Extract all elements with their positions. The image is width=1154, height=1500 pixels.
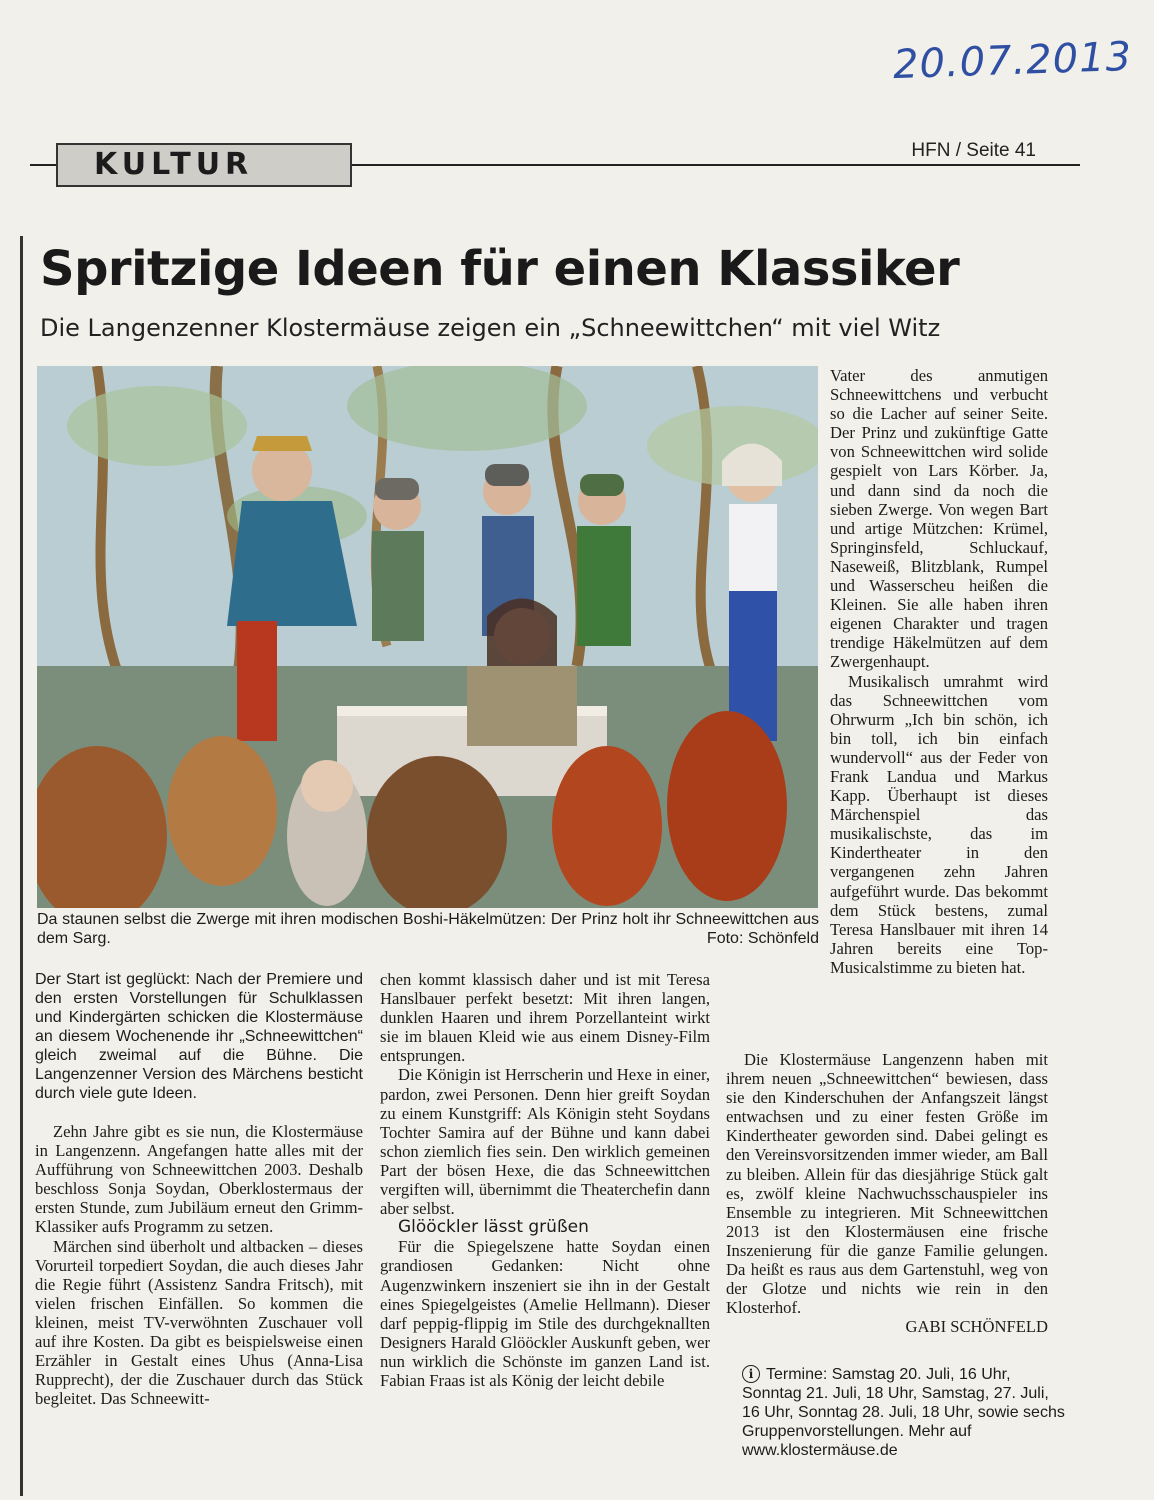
- left-border-rule: [20, 236, 23, 1496]
- photo-credit: Foto: Schönfeld: [706, 930, 819, 947]
- paragraph: Für die Spiegelszene hatte Soydan einen grandiosen Gedanken: Nicht ohne Augenzwinkern inszeniert sie ihn in der Gestalt eines Spiegelgeistes (Amelie Hellmann). Dieser darf peppig-flippig im Stile des durchgeknallten Designers Harald Glööckler Auskunft geben, wer nun wirklich die Schönste im ganzen Land ist. Fabian Fraas ist als König der leicht debile: [380, 1237, 710, 1390]
- article-headline: Spritzige Ideen für einen Klassiker: [40, 241, 960, 297]
- event-dates-text: Termine: Samstag 20. Juli, 16 Uhr, Sonntag 21. Juli, 18 Uhr, Samstag, 27. Juli, 16 Uhr, Sonntag 28. Juli, 18 Uhr, sowie sechs Gruppenvorstellungen. Mehr auf www.klostermäuse.de: [742, 1366, 1065, 1459]
- page-reference: HFN / Seite 41: [911, 140, 1036, 161]
- author-byline: GABI SCHÖNFELD: [905, 1317, 1048, 1337]
- article-photo: [37, 366, 818, 908]
- paragraph: Vater des anmutigen Schneewittchens und verbucht so die Lacher auf seiner Seite. Der Prinz und zukünftige Gatte von Schneewittchen wird solide gespielt von Lars Körber. Ja, und dann sind da noch die sieben Zwerge. Von wegen Bart und artige Mützchen: Krümel, Springinsfeld, Schluckauf, Naseweiß, Blitzblank, Rumpel und Wasserscheu heißen die Kleinen. Sie alle haben ihren eigenen Charakter und tragen trendige Häkelmützen auf dem Zwergenhaupt.: [830, 366, 1048, 672]
- article-column-2: [380, 970, 710, 1390]
- article-intro: Der Start ist geglückt: Nach der Premiere und den ersten Vorstellungen für Schulklassen und Kindergärten schicken die Klostermäuse an diesem Wochenende ihr „Schneewittchen“ gleich zweimal auf die Bühne. Die Langenzenner Version des Märchens besticht durch viele gute Ideen.: [35, 971, 363, 1102]
- section-label: KULTUR: [56, 143, 352, 187]
- article-column-1: [35, 970, 363, 1408]
- photo-caption-text: Da staunen selbst die Zwerge mit ihren modischen Boshi-Häkelmützen: Der Prinz holt ihr Schneewittchen aus dem Sarg.: [37, 911, 819, 947]
- article-subheadline: Die Langenzenner Klostermäuse zeigen ein „Schneewittchen“ mit viel Witz: [40, 314, 941, 342]
- photo-caption: [37, 910, 819, 948]
- event-info-box: [742, 1365, 1067, 1460]
- stage-photo-illustration: [37, 366, 818, 908]
- article-column-3-bottom: [726, 1050, 1048, 1336]
- paragraph: Märchen sind überholt und altbacken – dieses Vorurteil torpediert Soydan, die auch dieses Jahr die Regie führt (Assistenz Sandra Fritsch), mit vielen frischen Einfällen. So kommen die kleinen, meist TV-verwöhnten Zuschauer voll auf ihre Kosten. Da gibt es beispielsweise einen Erzähler in Gestalt eines Uhus (Anna-Lisa Rupprecht), der die Zuschauer durch das Stück begleitet. Das Schneewitt-: [35, 1236, 363, 1409]
- paragraph: Die Königin ist Herrscherin und Hexe in einer, pardon, zwei Personen. Denn hier greift Soydan zu einem Kunstgriff: Als Königin steht Soydans Tochter Samira auf der Bühne und kann dabei schon ziemlich fies sein. Den wirklich gemeinen Part der bösen Hexe, die das Schneewittchen vergiften will, übernimmt die Theaterchefin dann aber selbst.: [380, 1065, 710, 1219]
- info-icon: i: [742, 1365, 760, 1383]
- handwritten-date: 20.07.2013: [892, 33, 1133, 89]
- paragraph: Zehn Jahre gibt es sie nun, die Klostermäuse in Langenzenn. Angefangen hatte alles mit der Aufführung von Schneewittchen 2003. Deshalb beschloss Sonja Soydan, Oberklostermaus der ersten Stunde, zum Jubiläum erneut den Grimm-Klassiker aufs Programm zu setzen.: [35, 1122, 363, 1237]
- paragraph: Die Klostermäuse Langenzenn haben mit ihrem neuen „Schneewittchen“ bewiesen, dass sie den Kinderschuhen der Anfangszeit längst entwachsen und zu einer festen Größe im Kindertheater geworden sind. Dabei gelingt es den Vereinsvorsitzenden immer wieder, am Ball zu bleiben. Allein für das diesjährige Stück galt es, zwölf kleine Nachwuchsschauspieler ins Ensemble zu integrieren. Mit Schneewittchen 2013 ist den Klostermäusen eine frische Inszenierung für die ganze Familie gelungen. Da heißt es raus aus dem Gartenstuhl, weg von der Glotze und nichts wie rein in den Klosterhof.: [726, 1050, 1048, 1318]
- paragraph: Musikalisch umrahmt wird das Schneewittchen vom Ohrwurm „Ich bin schön, ich bin toll, ich bin einfach wundervoll“ aus der Feder von Frank Landua und Markus Kapp. Überhaupt ist dieses Märchenspiel das musikalischste, das im Kindertheater in den vergangenen zehn Jahren aufgeführt wurde. Das bekommt dem Stück bestens, zumal Teresa Hanslbauer mit ihren 14 Jahren bereits eine Top-Musicalstimme zu bieten hat.: [830, 671, 1048, 977]
- section-subtitle: Glööckler lässt grüßen: [398, 1217, 589, 1238]
- article-column-3-top: [830, 366, 1048, 977]
- paragraph: chen kommt klassisch daher und ist mit Teresa Hanslbauer perfekt besetzt: Mit ihren langen, dunklen Haaren und ihrem Porzellanteint wirkt sie im blauen Kleid wie aus einem Disney-Film entsprungen.: [380, 970, 710, 1066]
